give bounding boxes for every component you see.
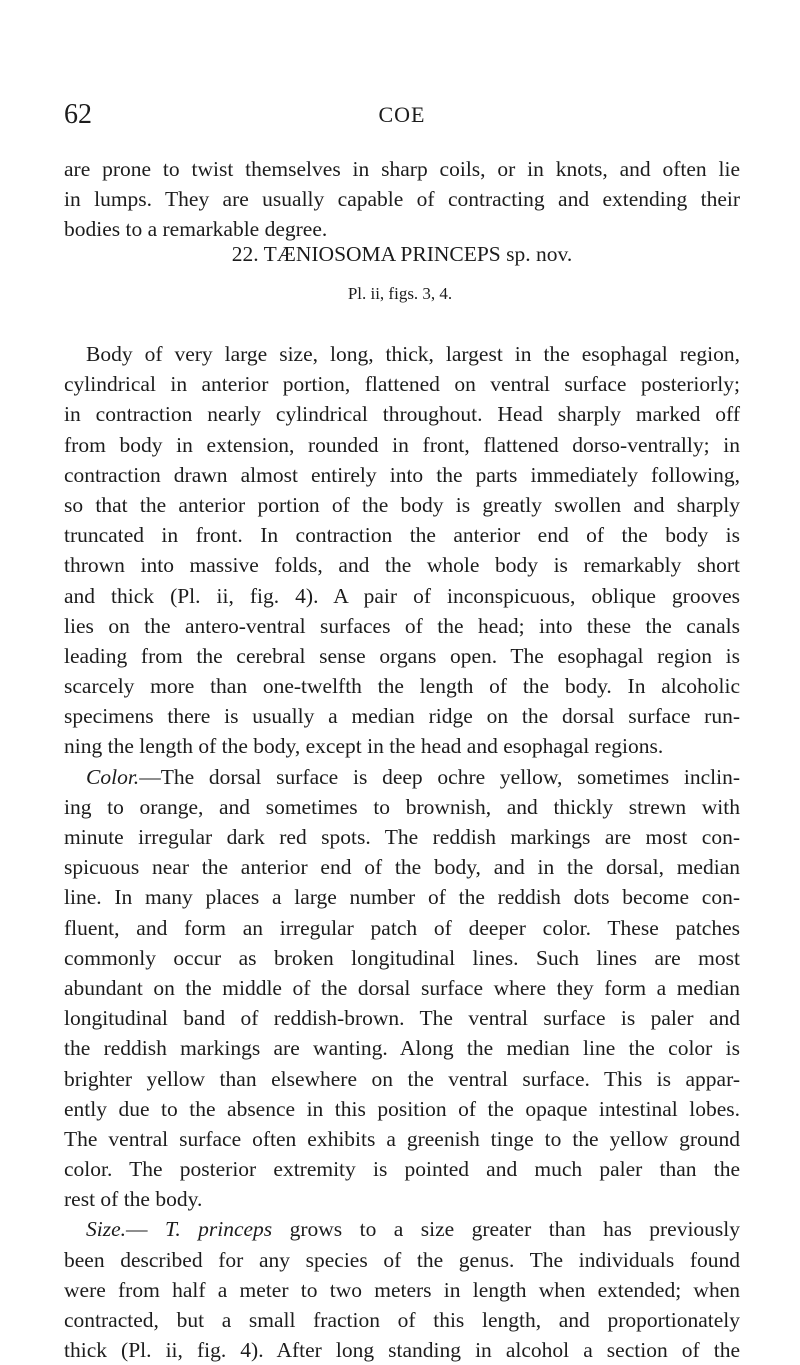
text-line: leading from the cerebral sense organs open. The esophagal region is (64, 643, 740, 668)
text-line: are prone to twist themselves in sharp coils, or in knots, and often lie (64, 157, 740, 181)
text-line: so that the anterior portion of the body is greatly swollen and sharply (64, 492, 740, 517)
text-line: bodies to a remarkable degree. (64, 217, 328, 242)
text-run: — (126, 1217, 165, 1242)
color-paragraph-first-line (64, 762, 740, 792)
text-run: grows to a size greater than has previously (272, 1217, 741, 1242)
text-line: ently due to the absence in this position of the opaque intestinal lobes. (64, 1096, 740, 1121)
species-heading: 22. TÆNIOSOMA PRINCEPS sp. nov. (231, 242, 573, 266)
text-line: in lumps. They are usually capable of contracting and extending their (64, 187, 740, 212)
text-line: ing to orange, and sometimes to brownish, and thickly strewn with (64, 794, 740, 819)
text-line: The ventral surface often exhibits a greenish tinge to the yellow ground (64, 1126, 740, 1151)
text-line: brighter yellow than elsewhere on the ventral surface. This is appar- (64, 1066, 740, 1091)
text-line: thrown into massive folds, and the whole body is remarkably short (64, 553, 740, 578)
running-head: COE (378, 102, 426, 127)
text-line: truncated in front. In contraction the anterior end of the body is (64, 523, 740, 548)
text-line: been described for any species of the genus. The individuals found (64, 1247, 740, 1272)
species-name: T. princeps (164, 1217, 273, 1242)
size-paragraph-first-line (64, 1214, 740, 1244)
text-line: line. In many places a large number of the reddish dots become con- (64, 885, 740, 910)
text-line: rest of the body. (64, 1187, 203, 1212)
text-line: color. The posterior extremity is pointed and much paler than the (64, 1157, 740, 1182)
page-header (64, 95, 740, 135)
color-label: Color. (86, 764, 140, 789)
text-line: from body in extension, rounded in front, flattened dorso-ventrally; in (64, 432, 740, 457)
text-line: specimens there is usually a median ridge on the dorsal surface run- (64, 704, 740, 729)
text-line: minute irregular dark red spots. The reddish markings are most con- (64, 825, 740, 849)
text-line: contraction drawn almost entirely into the parts immediately following, (64, 462, 740, 487)
text-line: fluent, and form an irregular patch of deeper color. These patches (64, 915, 740, 940)
continued-paragraph (64, 154, 740, 245)
species-description (64, 339, 740, 1365)
text-line: lies on the antero-ventral surfaces of the head; into these the canals (64, 613, 740, 638)
page-number: 62 (64, 99, 92, 130)
text-line: longitudinal band of reddish-brown. The ventral surface is paler and (64, 1006, 740, 1031)
text-line: Body of very large size, long, thick, largest in the esophagal region, (86, 342, 740, 366)
text-line: in contraction nearly cylindrical throughout. Head sharply marked off (64, 402, 740, 427)
text-line: commonly occur as broken longitudinal lines. Such lines are most (64, 945, 740, 970)
text-line: scarcely more than one-twelfth the length of the body. In alcoholic (64, 674, 740, 699)
text-line: the reddish markings are wanting. Along the median line the color is (64, 1036, 740, 1061)
text-line: thick (Pl. ii, fig. 4). After long standing in alcohol a section of the (64, 1338, 740, 1363)
text-run: —The dorsal surface is deep ochre yellow, sometimes inclin- (139, 764, 740, 789)
size-label: Size. (86, 1217, 127, 1242)
text-line: ning the length of the body, except in the head and esophagal regions. (64, 734, 664, 759)
text-line: cylindrical in anterior portion, flattened on ventral surface posteriorly; (64, 372, 740, 397)
text-line: contracted, but a small fraction of this length, and proportionately (64, 1308, 740, 1332)
text-line: spicuous near the anterior end of the body, and in the dorsal, median (64, 855, 740, 880)
text-line: and thick (Pl. ii, fig. 4). A pair of inconspicuous, oblique grooves (64, 583, 740, 608)
text-line: abundant on the middle of the dorsal surface where they form a median (64, 975, 740, 1000)
text-line: were from half a meter to two meters in length when extended; when (64, 1277, 740, 1302)
plate-reference: Pl. ii, figs. 3, 4. (347, 284, 453, 303)
